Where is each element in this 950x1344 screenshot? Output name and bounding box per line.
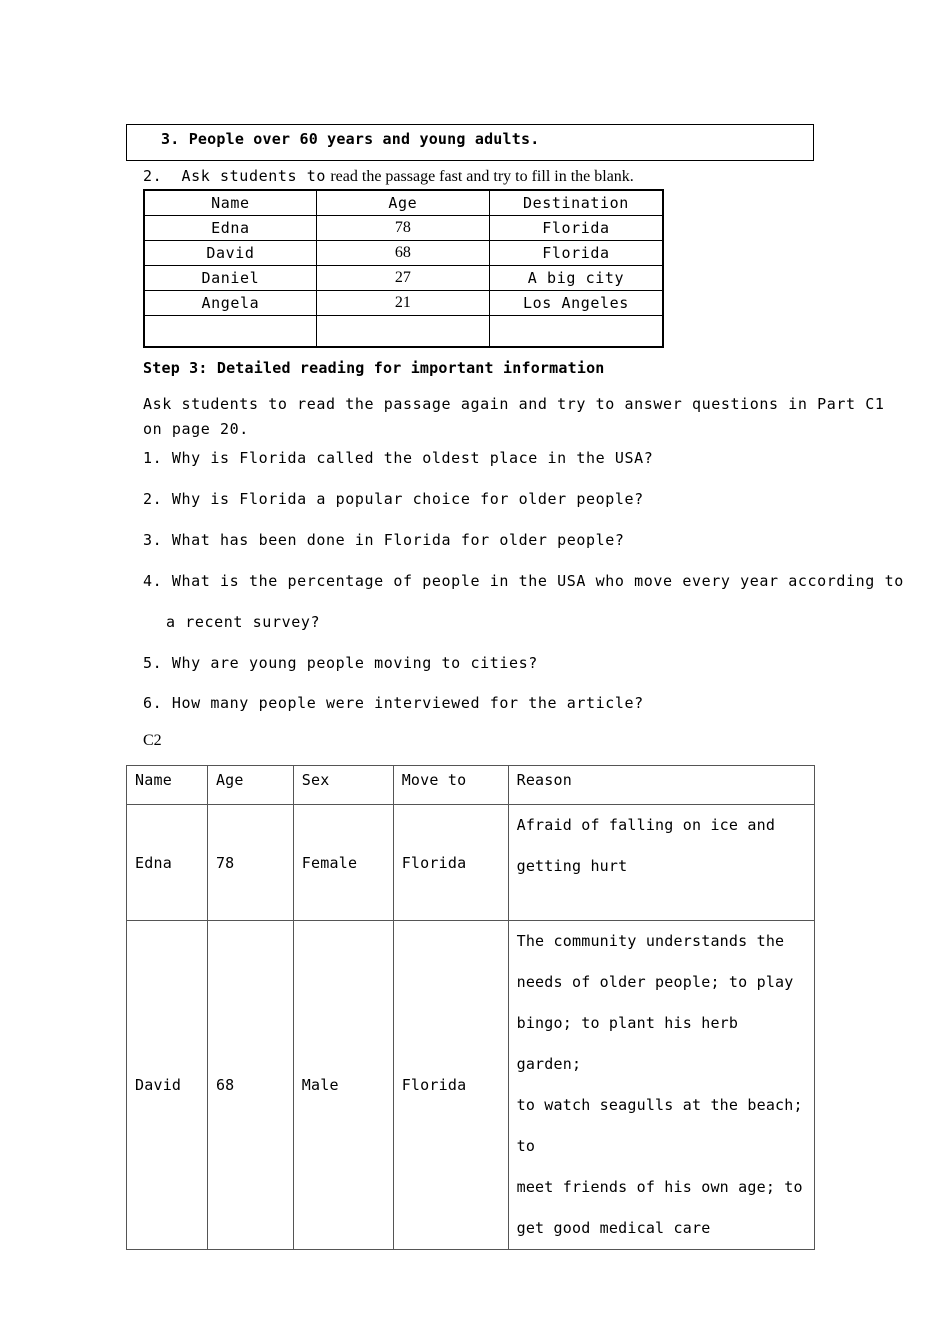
reason-line: get good medical care bbox=[516, 1219, 711, 1237]
header-sex: Sex bbox=[293, 766, 393, 805]
cell-move-to: Florida bbox=[393, 805, 508, 921]
table-row-empty bbox=[144, 315, 663, 347]
reason-line: needs of older people; to play bbox=[516, 973, 794, 991]
question-1: 1. Why is Florida called the oldest place in the USA? bbox=[143, 449, 654, 467]
table-header-row bbox=[127, 766, 815, 805]
cell-sex: Female bbox=[293, 805, 393, 921]
task2-line bbox=[143, 167, 634, 186]
table-row bbox=[127, 805, 815, 921]
cell-empty bbox=[489, 315, 663, 347]
header-name: Name bbox=[127, 766, 208, 805]
cell-destination: Los Angeles bbox=[489, 290, 663, 315]
step3-heading: Step 3: Detailed reading for important information bbox=[143, 359, 605, 377]
cell-age: 21 bbox=[316, 290, 489, 315]
cell-empty bbox=[144, 315, 316, 347]
cell-age: 78 bbox=[316, 215, 489, 240]
cell-empty bbox=[316, 315, 489, 347]
header-destination: Destination bbox=[489, 190, 663, 215]
reason-line: bingo; to plant his herb garden; bbox=[516, 1014, 739, 1073]
cell-move-to: Florida bbox=[393, 921, 508, 1250]
header-name: Name bbox=[144, 190, 316, 215]
cell-name: Edna bbox=[144, 215, 316, 240]
step3-instruction-line1: Ask students to read the passage again and try to answer questions in Part C1 bbox=[143, 395, 885, 413]
reason-line: The community understands the bbox=[516, 932, 785, 950]
task2-prefix: 2. Ask students to bbox=[143, 167, 326, 185]
reason-line: to watch seagulls at the beach; to bbox=[516, 1096, 803, 1155]
reason-line: meet friends of his own age; to bbox=[516, 1178, 803, 1196]
cell-age: 78 bbox=[207, 805, 293, 921]
header-age: Age bbox=[207, 766, 293, 805]
cell-name: David bbox=[127, 921, 208, 1250]
header-move-to: Move to bbox=[393, 766, 508, 805]
c2-table bbox=[126, 765, 815, 1250]
cell-name: David bbox=[144, 240, 316, 265]
cell-reason bbox=[508, 805, 814, 921]
question-4-continued: a recent survey? bbox=[166, 613, 321, 631]
question-5: 5. Why are young people moving to cities? bbox=[143, 654, 538, 672]
header-reason: Reason bbox=[508, 766, 814, 805]
destination-table bbox=[143, 189, 664, 348]
table-row bbox=[144, 290, 663, 315]
table-row bbox=[144, 265, 663, 290]
cell-sex: Male bbox=[293, 921, 393, 1250]
cell-name: Daniel bbox=[144, 265, 316, 290]
c2-label: C2 bbox=[143, 732, 162, 749]
task2-suffix: read the passage fast and try to fill in the blank. bbox=[330, 168, 634, 185]
table-row bbox=[127, 921, 815, 1250]
header-age: Age bbox=[316, 190, 489, 215]
table-header-row bbox=[144, 190, 663, 215]
table-row bbox=[144, 215, 663, 240]
cell-name: Angela bbox=[144, 290, 316, 315]
step3-instruction-line2: on page 20. bbox=[143, 420, 249, 438]
cell-name: Edna bbox=[127, 805, 208, 921]
cell-destination: Florida bbox=[489, 215, 663, 240]
cell-age: 68 bbox=[316, 240, 489, 265]
cell-destination: Florida bbox=[489, 240, 663, 265]
cell-age: 68 bbox=[207, 921, 293, 1250]
question-6: 6. How many people were interviewed for the article? bbox=[143, 694, 644, 712]
table-row bbox=[144, 240, 663, 265]
cell-reason bbox=[508, 921, 814, 1250]
reason-line: Afraid of falling on ice and bbox=[516, 816, 776, 834]
top-answer-text: 3. People over 60 years and young adults. bbox=[161, 130, 540, 148]
question-2: 2. Why is Florida a popular choice for older people? bbox=[143, 490, 644, 508]
cell-destination: A big city bbox=[489, 265, 663, 290]
top-answer-box bbox=[126, 124, 814, 161]
cell-age: 27 bbox=[316, 265, 489, 290]
question-4: 4. What is the percentage of people in the USA who move every year according to bbox=[143, 572, 904, 590]
reason-line: getting hurt bbox=[516, 857, 628, 875]
question-3: 3. What has been done in Florida for older people? bbox=[143, 531, 625, 549]
